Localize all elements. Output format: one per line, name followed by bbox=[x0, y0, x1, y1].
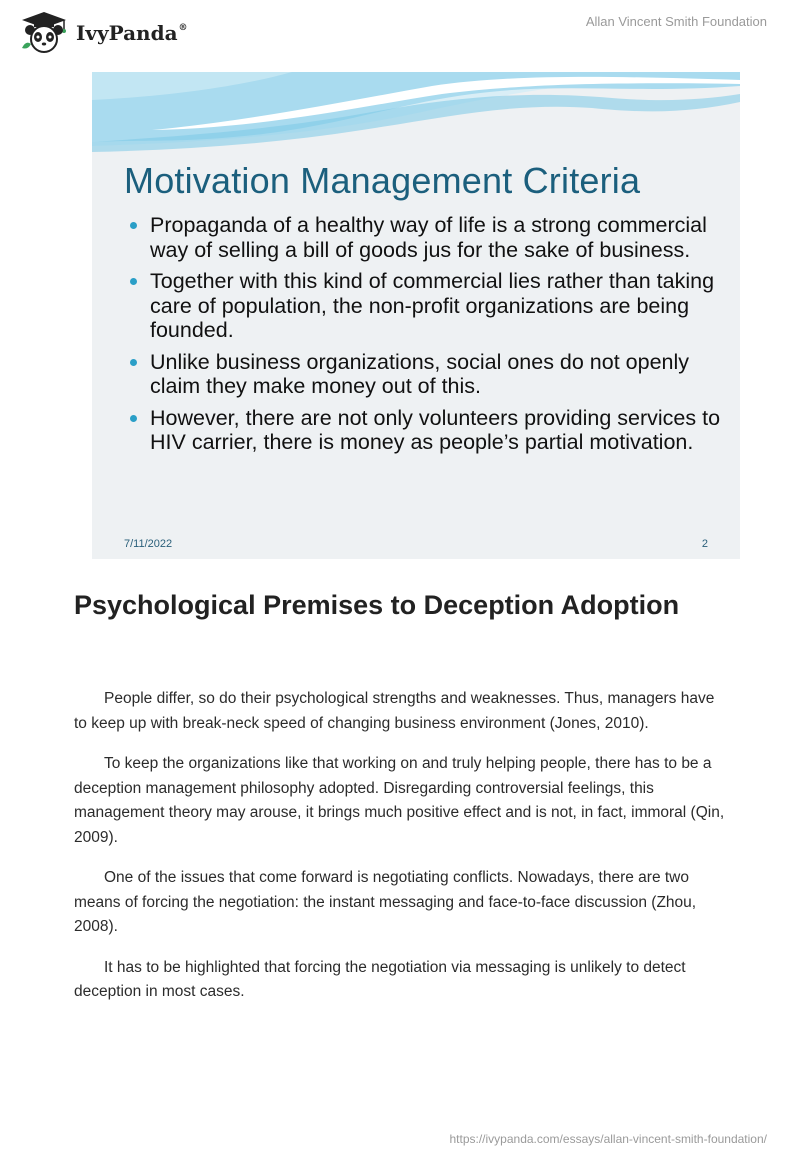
paragraph: People differ, so do their psychological strengths and weaknesses. Thus, managers have to keep up with break-neck speed of changing business environment (Jones, 2010). bbox=[74, 690, 715, 732]
paragraph: One of the issues that come forward is negotiating conflicts. Nowadays, there are two means of forcing the negotiation: the instant messaging and face-to-face discussion (Zhou, 2008). bbox=[74, 869, 697, 935]
slide-bullet-item: Together with this kind of commercial lies rather than taking care of population, the non-profit organizations are being founded. bbox=[128, 269, 732, 343]
brand-text: IvyPanda bbox=[76, 21, 178, 45]
essay-body bbox=[74, 687, 728, 1021]
document-header-title: Allan Vincent Smith Foundation bbox=[585, 14, 767, 29]
slide-bullet-list bbox=[128, 213, 732, 462]
ivypanda-logo[interactable] bbox=[16, 8, 188, 56]
section-heading: Psychological Premises to Deception Adoption bbox=[74, 590, 680, 620]
slide-page-number: 2 bbox=[701, 538, 708, 550]
slide-title: Motivation Management Criteria bbox=[124, 160, 641, 201]
slide-bullet-item: Unlike business organizations, social ones do not openly claim they make money out of this. bbox=[128, 350, 732, 399]
slide-bullet-item: However, there are not only volunteers providing services to HIV carrier, there is money as people’s partial motivation. bbox=[128, 406, 732, 455]
paragraph: It has to be highlighted that forcing the negotiation via messaging is unlikely to detect deception in most cases. bbox=[74, 958, 686, 1000]
slide-date: 7/11/2022 bbox=[124, 538, 173, 550]
presentation-slide-image bbox=[92, 72, 740, 559]
slide-bullet-item: Propaganda of a healthy way of life is a strong commercial way of selling a bill of goods jus for the sake of business. bbox=[128, 213, 732, 262]
paragraph: To keep the organizations like that working on and truly helping people, there has to be a deception management philosophy adopted. Disregarding controversial feelings, this management theory may arouse, it brings much positive effect and is not, in fact, immoral (Qin, 2009). bbox=[74, 755, 725, 846]
panda-graduate-logo-icon bbox=[16, 10, 72, 54]
source-url-link[interactable]: https://ivypanda.com/essays/allan-vincent-smith-foundation/ bbox=[449, 1132, 767, 1146]
brand-name bbox=[76, 21, 188, 45]
registered-mark: ® bbox=[178, 23, 188, 34]
